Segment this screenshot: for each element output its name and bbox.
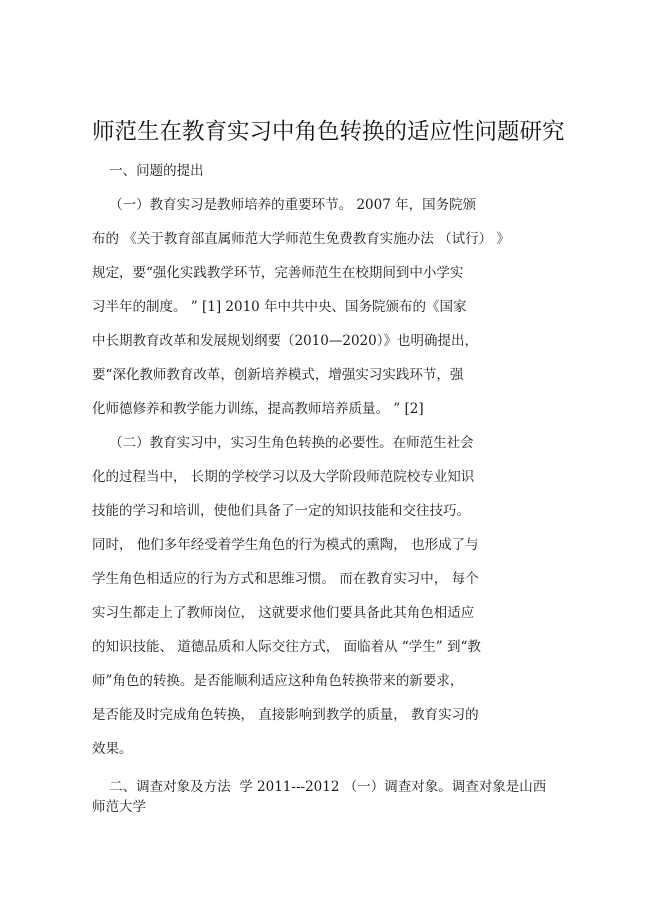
paragraph-line: 技能的学习和培训，使他们具备了一定的知识技能和交往技巧。 xyxy=(92,503,470,519)
paragraph-line: 中长期教育改革和发展规划纲要（2010—2020）》也明确提出， xyxy=(92,333,478,349)
paragraph-line: 的知识技能、 道德品质和人际交往方式， 面临着从 “学生” 到“教 xyxy=(92,639,481,655)
paragraph-line: 化的过程当中， 长期的学校学习以及大学阶段师范院校专业知识 xyxy=(92,469,475,485)
document-title: 师范生在教育实习中角色转换的适应性问题研究 xyxy=(92,119,565,145)
paragraph-line: 同时， 他们多年经受着学生角色的行为模式的熏陶， 也形成了与 xyxy=(92,537,479,553)
paragraph-line: 化师德修养和教学能力训练，提高教师培养质量。 ” [2] xyxy=(92,401,424,417)
paragraph-line: 要“深化教师教育改革，创新培养模式，增强实习实践环节，强 xyxy=(92,367,464,383)
paragraph-line: 实习生都走上了教师岗位， 这就要求他们要具备此其角色相适应 xyxy=(92,605,475,621)
paragraph-line: （一）教育实习是教师培养的重要环节。 2007 年，国务院颁 xyxy=(92,197,477,213)
paragraph-line: 是否能及时完成角色转换， 直接影响到教学的质量， 教育实习的 xyxy=(92,707,479,723)
section-heading-1: 一、问题的提出 xyxy=(92,163,204,179)
paragraph-line: 师范大学 xyxy=(92,799,146,815)
paragraph-line: 习半年的制度。 ” [1] 2010 年中共中央、国务院颁布的《国家 xyxy=(92,299,467,315)
paragraph-line: 布的 《关于教育部直属师范大学师范生免费教育实施办法 （试行） 》 xyxy=(92,231,510,247)
paragraph-line: （二）教育实习中，实习生角色转换的必要性。在师范生社会 xyxy=(92,435,474,451)
paragraph-line: 师”角色的转换。是否能顺利适应这种角色转换带来的新要求， xyxy=(92,673,464,689)
paragraph-line: 学生角色相适应的行为方式和思维习惯。 而在教育实习中， 每个 xyxy=(92,571,479,587)
paragraph-line: 效果。 xyxy=(92,741,133,757)
paragraph-line: 规定，要“强化实践教学环节，完善师范生在校期间到中小学实 xyxy=(92,265,464,281)
section-heading-2: 二、调查对象及方法 学 2011---2012 （一）调查对象。调查对象是山西 xyxy=(92,779,547,795)
